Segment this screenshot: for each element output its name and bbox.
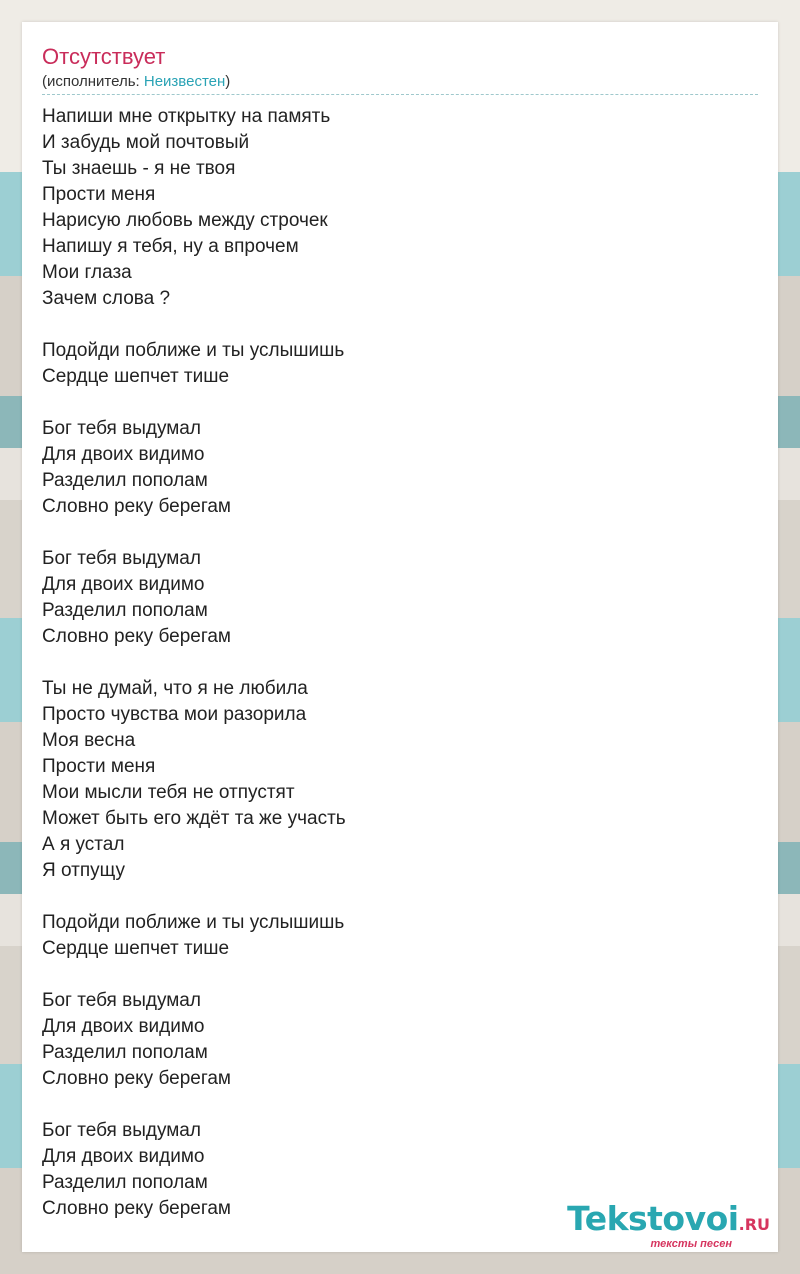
lyric-line: А я устал bbox=[42, 834, 125, 855]
logo-wordmark bbox=[567, 1199, 770, 1242]
artist-line bbox=[42, 73, 230, 91]
lyric-line: Зачем слова ? bbox=[42, 288, 171, 309]
lyric-blank-line bbox=[42, 962, 346, 988]
lyric-line: Прости меня bbox=[42, 184, 156, 205]
lyrics-text bbox=[42, 104, 346, 1222]
lyric-line: Я отпущу bbox=[42, 860, 125, 881]
logo-main-text: Tekstovoi bbox=[567, 1199, 739, 1238]
lyric-line: Напишу я тебя, ну а впрочем bbox=[42, 236, 299, 257]
lyric-line: Словно реку берегам bbox=[42, 1068, 231, 1089]
lyric-line: И забудь мой почтовый bbox=[42, 132, 250, 153]
lyric-line: Для двоих видимо bbox=[42, 574, 205, 595]
lyric-line: Ты знаешь - я не твоя bbox=[42, 158, 236, 179]
lyric-line: Бог тебя выдумал bbox=[42, 548, 201, 569]
lyric-line: Напиши мне открытку на память bbox=[42, 106, 331, 127]
lyric-line: Может быть его ждёт та же участь bbox=[42, 808, 346, 829]
lyric-line: Сердце шепчет тише bbox=[42, 366, 230, 387]
artist-prefix: (исполнитель: bbox=[42, 73, 144, 90]
logo-tagline: тексты песен bbox=[650, 1238, 732, 1250]
lyric-line: Прости меня bbox=[42, 756, 156, 777]
lyric-blank-line bbox=[42, 520, 346, 546]
lyric-line: Разделил пополам bbox=[42, 600, 208, 621]
song-title: Отсутствует bbox=[42, 44, 166, 69]
lyric-line: Словно реку берегам bbox=[42, 1198, 231, 1219]
lyric-line: Для двоих видимо bbox=[42, 1016, 205, 1037]
lyric-line: Разделил пополам bbox=[42, 1042, 208, 1063]
lyric-blank-line bbox=[42, 650, 346, 676]
lyric-blank-line bbox=[42, 312, 346, 338]
lyric-line: Для двоих видимо bbox=[42, 1146, 205, 1167]
lyric-line: Бог тебя выдумал bbox=[42, 418, 201, 439]
site-logo[interactable] bbox=[567, 1199, 770, 1250]
lyric-line: Подойди поближе и ты услышишь bbox=[42, 340, 345, 361]
lyric-blank-line bbox=[42, 884, 346, 910]
lyric-line: Ты не думай, что я не любила bbox=[42, 678, 308, 699]
lyric-line: Моя весна bbox=[42, 730, 136, 751]
dashed-divider bbox=[42, 94, 758, 95]
lyric-blank-line bbox=[42, 390, 346, 416]
lyric-line: Словно реку берегам bbox=[42, 496, 231, 517]
lyric-line: Разделил пополам bbox=[42, 470, 208, 491]
lyric-blank-line bbox=[42, 1092, 346, 1118]
lyrics-card bbox=[22, 22, 778, 1252]
lyric-line: Просто чувства мои разорила bbox=[42, 704, 307, 725]
lyric-line: Бог тебя выдумал bbox=[42, 990, 201, 1011]
lyric-line: Мои глаза bbox=[42, 262, 132, 283]
lyric-line: Нарисую любовь между строчек bbox=[42, 210, 328, 231]
lyric-line: Разделил пополам bbox=[42, 1172, 208, 1193]
lyric-line: Для двоих видимо bbox=[42, 444, 205, 465]
lyric-line: Словно реку берегам bbox=[42, 626, 231, 647]
artist-suffix: ) bbox=[225, 73, 231, 90]
lyric-line: Подойди поближе и ты услышишь bbox=[42, 912, 345, 933]
lyric-line: Сердце шепчет тише bbox=[42, 938, 230, 959]
lyric-line: Бог тебя выдумал bbox=[42, 1120, 201, 1141]
lyric-line: Мои мысли тебя не отпустят bbox=[42, 782, 295, 803]
logo-domain: .RU bbox=[738, 1215, 770, 1234]
artist-link[interactable]: Неизвестен bbox=[143, 73, 226, 90]
